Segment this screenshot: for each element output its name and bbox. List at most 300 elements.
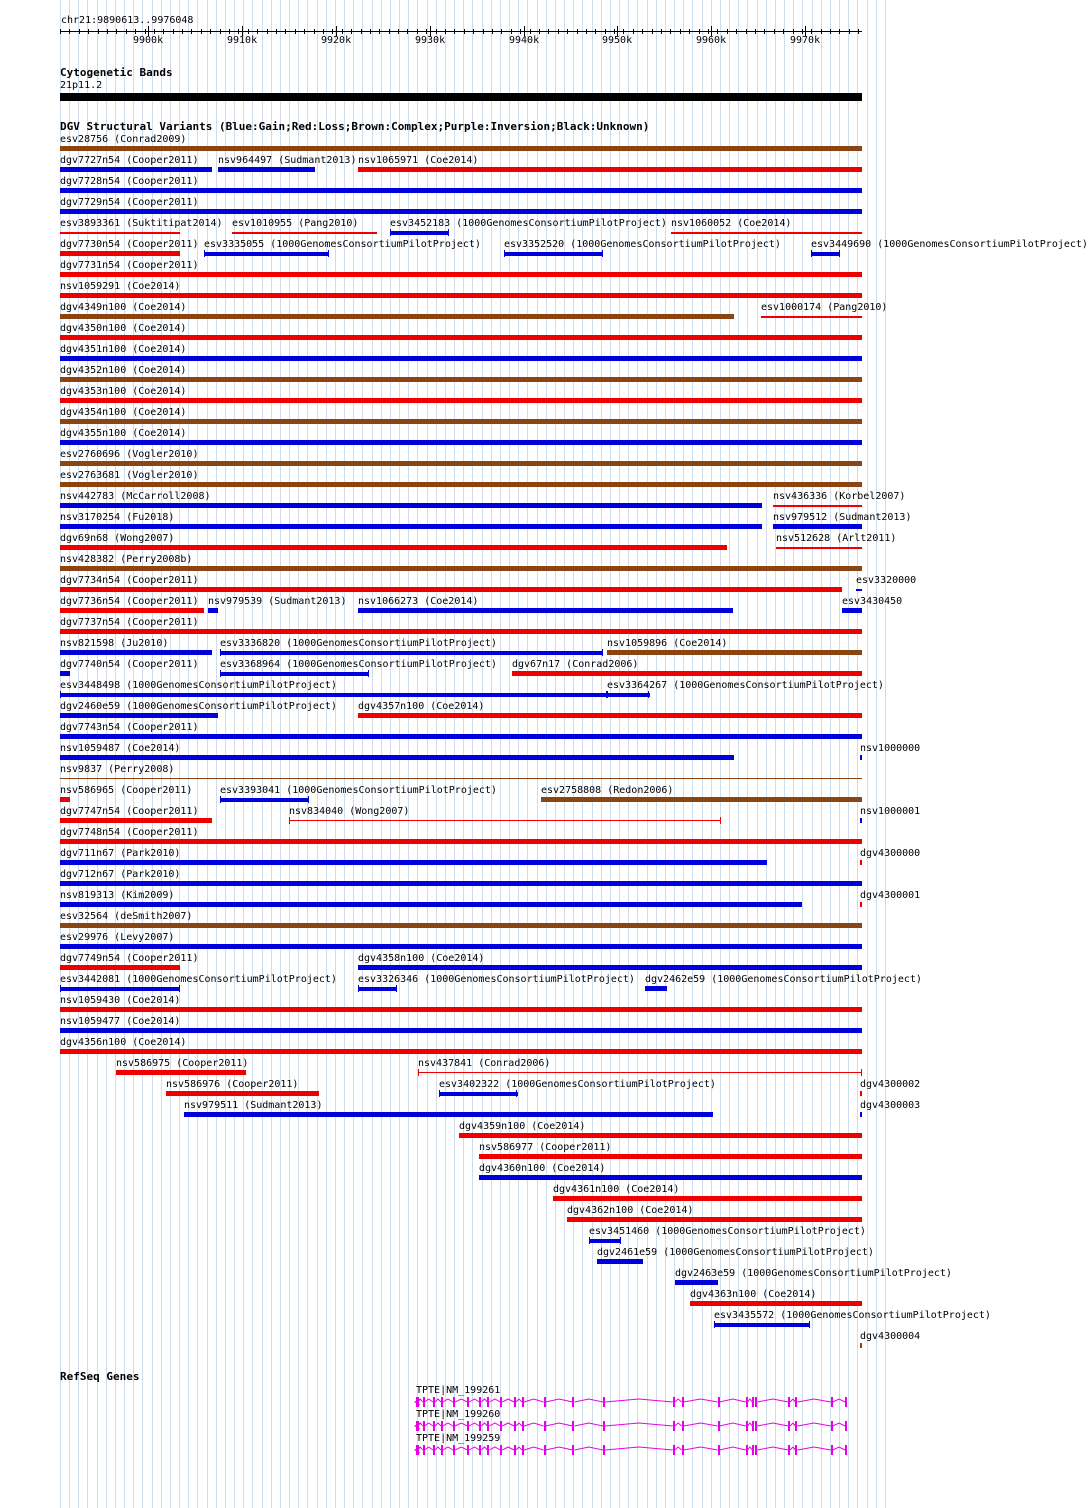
variant-label[interactable]: dgv4300002: [860, 1079, 921, 1090]
variant-label[interactable]: esv3430450: [842, 596, 903, 607]
variant-bar-gain[interactable]: [60, 693, 607, 697]
variant-bar-loss[interactable]: [60, 797, 70, 802]
variant-label[interactable]: dgv4360n100 (Coe2014): [479, 1163, 606, 1174]
variant-label[interactable]: esv3326346 (1000GenomesConsortiumPilotProject): [358, 974, 635, 985]
cytoband-bar[interactable]: [60, 93, 862, 101]
variant-label[interactable]: nsv586965 (Cooper2011): [60, 785, 193, 796]
variant-bar-complex[interactable]: [60, 314, 734, 319]
variant-end-cap: [648, 691, 649, 698]
variant-label[interactable]: dgv7740n54 (Cooper2011): [60, 659, 199, 670]
intron-line: [675, 1399, 682, 1402]
exon-block: [572, 1421, 574, 1431]
exon-block: [500, 1445, 502, 1455]
variant-end-cap: [504, 250, 505, 257]
variant-bar-gain[interactable]: [358, 608, 733, 613]
variant-bar-complex[interactable]: [60, 377, 862, 382]
variant-label[interactable]: dgv2461e59 (1000GenomesConsortiumPilotProject): [597, 1247, 874, 1258]
variant-bar-gain[interactable]: [842, 608, 862, 613]
intron-line: [605, 1447, 673, 1450]
variant-bar-gain[interactable]: [60, 356, 862, 361]
variant-bar-gain[interactable]: [773, 524, 862, 529]
variant-label[interactable]: dgv2462e59 (1000GenomesConsortiumPilotProject): [645, 974, 922, 985]
variant-bar-gain[interactable]: [60, 902, 802, 907]
variant-bar-loss[interactable]: [60, 293, 862, 298]
variant-label[interactable]: esv3402322 (1000GenomesConsortiumPilotProject): [439, 1079, 716, 1090]
exon-block: [682, 1421, 684, 1431]
variant-label[interactable]: dgv7734n54 (Cooper2011): [60, 575, 199, 586]
variant-bar-complex[interactable]: [60, 778, 862, 779]
variant-label[interactable]: dgv7737n54 (Cooper2011): [60, 617, 199, 628]
variant-bar-gain[interactable]: [60, 860, 767, 865]
exon-block: [831, 1421, 833, 1431]
variant-label[interactable]: nsv1065971 (Coe2014): [358, 155, 479, 166]
variant-bar-complex[interactable]: [607, 650, 862, 655]
variant-bar-gain[interactable]: [60, 503, 762, 508]
variant-label[interactable]: dgv4357n100 (Coe2014): [358, 701, 485, 712]
variant-label[interactable]: nsv586975 (Cooper2011): [116, 1058, 249, 1069]
variant-end-cap: [418, 1069, 419, 1076]
variant-bar-gain[interactable]: [60, 734, 862, 739]
variant-label[interactable]: dgv2463e59 (1000GenomesConsortiumPilotProject): [675, 1268, 952, 1279]
exon-block: [682, 1445, 684, 1455]
exon-block: [752, 1421, 754, 1431]
variant-label[interactable]: nsv1059430 (Coe2014): [60, 995, 181, 1006]
variant-bar-loss[interactable]: [553, 1196, 862, 1201]
variant-bar-loss[interactable]: [60, 335, 862, 340]
cytoband-label: 21p11.2: [60, 80, 103, 91]
exon-block: [752, 1397, 754, 1407]
variant-label[interactable]: nsv979512 (Sudmant2013): [773, 512, 912, 523]
intron-line: [502, 1399, 514, 1402]
variant-bar-gain[interactable]: [220, 798, 308, 802]
variant-label[interactable]: dgv4362n100 (Coe2014): [567, 1205, 694, 1216]
variant-label[interactable]: esv1010955 (Pang2010): [232, 218, 359, 229]
gene-model[interactable]: [0, 1395, 890, 1409]
intron-line: [833, 1423, 845, 1426]
variant-label[interactable]: esv2758808 (Redon2006): [541, 785, 674, 796]
variant-label[interactable]: esv3435572 (1000GenomesConsortiumPilotProject): [714, 1310, 991, 1321]
exon-block: [755, 1397, 757, 1407]
variant-bar-complex[interactable]: [60, 419, 862, 424]
variant-label[interactable]: nsv512628 (Arlt2011): [776, 533, 897, 544]
variant-bar-gain[interactable]: [860, 818, 862, 823]
variant-bar-loss[interactable]: [116, 1070, 246, 1075]
ruler-tick-label: 9930k: [415, 35, 446, 46]
variant-label[interactable]: dgv4353n100 (Coe2014): [60, 386, 187, 397]
variant-label[interactable]: dgv4351n100 (Coe2014): [60, 344, 187, 355]
variant-bar-gain[interactable]: [811, 252, 840, 256]
ruler-tick-label: 9970k: [790, 35, 821, 46]
exon-block: [441, 1421, 443, 1431]
variant-end-cap: [204, 250, 205, 257]
variant-bar-gain[interactable]: [220, 651, 603, 655]
variant-label[interactable]: dgv4354n100 (Coe2014): [60, 407, 187, 418]
variant-label[interactable]: nsv1060052 (Coe2014): [671, 218, 792, 229]
variant-label[interactable]: dgv4300000: [860, 848, 921, 859]
variant-label[interactable]: nsv819313 (Kim2009): [60, 890, 175, 901]
exon-block: [441, 1397, 443, 1407]
intron-line: [720, 1447, 746, 1450]
variant-bar-loss[interactable]: [776, 547, 862, 549]
variant-label[interactable]: dgv7727n54 (Cooper2011): [60, 155, 199, 166]
variant-label[interactable]: dgv4300001: [860, 890, 921, 901]
variant-label[interactable]: esv3448498 (1000GenomesConsortiumPilotProject): [60, 680, 337, 691]
variant-end-cap: [448, 229, 449, 236]
variant-label[interactable]: esv1000174 (Pang2010): [761, 302, 888, 313]
variant-label[interactable]: esv3336820 (1000GenomesConsortiumPilotProject): [220, 638, 497, 649]
variant-bar-complex[interactable]: [60, 461, 862, 466]
variant-bar-loss[interactable]: [60, 545, 727, 550]
intron-line: [524, 1423, 544, 1426]
intron-line: [425, 1423, 433, 1426]
variant-label[interactable]: dgv4361n100 (Coe2014): [553, 1184, 680, 1195]
variant-bar-loss[interactable]: [60, 629, 862, 634]
exon-block: [522, 1421, 524, 1431]
variant-label[interactable]: nsv586977 (Cooper2011): [479, 1142, 612, 1153]
variant-label[interactable]: nsv821598 (Ju2010): [60, 638, 169, 649]
variant-label[interactable]: nsv442783 (McCarroll2008): [60, 491, 211, 502]
variant-bar-loss[interactable]: [60, 232, 180, 234]
exon-block: [487, 1421, 489, 1431]
variant-end-cap: [179, 985, 180, 992]
variant-label[interactable]: nsv1066273 (Coe2014): [358, 596, 479, 607]
intron-line: [546, 1447, 573, 1450]
variant-bar-loss[interactable]: [60, 818, 212, 823]
intron-line: [443, 1423, 453, 1426]
intron-line: [455, 1423, 467, 1426]
variant-label[interactable]: esv3442081 (1000GenomesConsortiumPilotProject): [60, 974, 337, 985]
variant-end-cap: [308, 796, 309, 803]
variant-bar-loss[interactable]: [60, 251, 180, 256]
variant-label[interactable]: esv3449690 (1000GenomesConsortiumPilotProject): [811, 239, 1088, 250]
variant-bar-gain[interactable]: [675, 1280, 718, 1285]
intron-line: [546, 1399, 573, 1402]
variant-bar-gain[interactable]: [220, 672, 368, 676]
variant-bar-loss[interactable]: [232, 232, 377, 234]
variant-label[interactable]: nsv1059477 (Coe2014): [60, 1016, 181, 1027]
variant-bar-gain[interactable]: [504, 252, 603, 256]
exon-block: [795, 1421, 797, 1431]
variant-end-cap: [60, 691, 61, 698]
variant-bar-gain[interactable]: [479, 1175, 862, 1180]
intron-line: [720, 1423, 746, 1426]
variant-bar-loss[interactable]: [358, 713, 862, 718]
variant-bar-loss[interactable]: [773, 505, 862, 507]
variant-bar-loss[interactable]: [459, 1133, 862, 1138]
intron-line: [757, 1399, 788, 1402]
variant-bar-loss[interactable]: [60, 1049, 862, 1054]
coordinate-label: chr21:9890613..9976048: [61, 15, 194, 26]
variant-label[interactable]: dgv4356n100 (Coe2014): [60, 1037, 187, 1048]
intron-line: [435, 1447, 441, 1450]
variant-bar-gain[interactable]: [714, 1323, 810, 1327]
variant-bar-gain[interactable]: [204, 252, 328, 256]
intron-line: [790, 1423, 795, 1426]
exon-block: [544, 1421, 546, 1431]
variant-end-cap: [602, 250, 603, 257]
variant-end-cap: [839, 250, 840, 257]
dgv-track-title: DGV Structural Variants (Blue:Gain;Red:Loss;Brown:Complex;Purple:Inversion;Black:Unknown): [60, 120, 650, 133]
exon-block: [718, 1445, 720, 1455]
variant-bar-loss[interactable]: [358, 167, 862, 172]
variant-label[interactable]: dgv67n17 (Conrad2006): [512, 659, 639, 670]
variant-bar-gain[interactable]: [860, 755, 862, 760]
variant-bar-loss[interactable]: [690, 1301, 862, 1306]
variant-label[interactable]: nsv428382 (Perry2008b): [60, 554, 193, 565]
variant-label[interactable]: nsv979511 (Sudmant2013): [184, 1100, 323, 1111]
variant-label[interactable]: dgv7729n54 (Cooper2011): [60, 197, 199, 208]
gene-model[interactable]: [0, 1443, 890, 1457]
exon-block: [514, 1397, 516, 1407]
variant-bar-gain[interactable]: [60, 650, 212, 655]
variant-bar-gain[interactable]: [60, 524, 762, 529]
variant-label[interactable]: dgv4358n100 (Coe2014): [358, 953, 485, 964]
variant-bar-gain[interactable]: [60, 987, 180, 991]
variant-bar-loss[interactable]: [512, 671, 862, 676]
intron-line: [684, 1423, 718, 1426]
variant-bar-gain[interactable]: [358, 987, 396, 991]
variant-label[interactable]: esv2763681 (Vogler2010): [60, 470, 199, 481]
intron-line: [489, 1423, 500, 1426]
variant-label[interactable]: dgv712n67 (Park2010): [60, 869, 181, 880]
variant-label[interactable]: dgv4359n100 (Coe2014): [459, 1121, 586, 1132]
variant-bar-gain[interactable]: [218, 167, 315, 172]
variant-bar-gain[interactable]: [358, 965, 862, 970]
variant-bar-loss[interactable]: [289, 820, 721, 821]
exon-block: [603, 1397, 605, 1407]
variant-end-cap: [811, 250, 812, 257]
variant-end-cap: [328, 250, 329, 257]
exon-block: [453, 1397, 455, 1407]
variant-end-cap: [602, 649, 603, 656]
variant-end-cap: [396, 985, 397, 992]
variant-bar-complex[interactable]: [541, 797, 862, 802]
exon-block: [788, 1445, 790, 1455]
variant-bar-loss[interactable]: [60, 608, 204, 613]
gene-label[interactable]: TPTE|NM_199261: [416, 1385, 501, 1396]
variant-bar-gain[interactable]: [60, 1028, 862, 1033]
variant-bar-complex[interactable]: [60, 146, 862, 151]
variant-end-cap: [720, 817, 721, 824]
variant-label[interactable]: dgv7731n54 (Cooper2011): [60, 260, 199, 271]
variant-label[interactable]: dgv4352n100 (Coe2014): [60, 365, 187, 376]
variant-bar-gain[interactable]: [856, 589, 862, 591]
intron-line: [425, 1447, 433, 1450]
variant-label[interactable]: dgv4300003: [860, 1100, 921, 1111]
variant-label[interactable]: nsv1000001: [860, 806, 921, 817]
variant-bar-gain[interactable]: [439, 1092, 518, 1096]
intron-line: [684, 1399, 718, 1402]
variant-label[interactable]: esv28756 (Conrad2009): [60, 134, 187, 145]
variant-end-cap: [220, 649, 221, 656]
variant-bar-loss[interactable]: [60, 839, 862, 844]
variant-label[interactable]: nsv979539 (Sudmant2013): [208, 596, 347, 607]
variant-bar-complex[interactable]: [60, 923, 862, 928]
variant-label[interactable]: dgv7736n54 (Cooper2011): [60, 596, 199, 607]
variant-label[interactable]: dgv4355n100 (Coe2014): [60, 428, 187, 439]
variant-label[interactable]: nsv586976 (Cooper2011): [166, 1079, 299, 1090]
variant-bar-gain[interactable]: [60, 188, 862, 193]
variant-bar-loss[interactable]: [60, 272, 862, 277]
exon-block: [845, 1445, 847, 1455]
ruler-tick-label: 9960k: [696, 35, 727, 46]
ruler-tick-label: 9900k: [133, 35, 164, 46]
intron-line: [797, 1423, 830, 1426]
variant-label[interactable]: nsv1059291 (Coe2014): [60, 281, 181, 292]
variant-bar-loss[interactable]: [166, 1091, 319, 1096]
variant-label[interactable]: dgv2460e59 (1000GenomesConsortiumPilotProject): [60, 701, 337, 712]
gene-label[interactable]: TPTE|NM_199260: [416, 1409, 501, 1420]
variant-label[interactable]: dgv4300004: [860, 1331, 921, 1342]
variant-label[interactable]: nsv437841 (Conrad2006): [418, 1058, 551, 1069]
exon-block: [845, 1421, 847, 1431]
variant-bar-complex[interactable]: [60, 482, 862, 487]
gene-label[interactable]: TPTE|NM_199259: [416, 1433, 501, 1444]
variant-label[interactable]: dgv69n68 (Wong2007): [60, 533, 175, 544]
variant-bar-gain[interactable]: [60, 167, 212, 172]
variant-bar-gain[interactable]: [60, 713, 218, 718]
variant-bar-loss[interactable]: [567, 1217, 862, 1222]
variant-bar-gain[interactable]: [390, 231, 449, 235]
variant-label[interactable]: esv3451460 (1000GenomesConsortiumPilotProject): [589, 1226, 866, 1237]
variant-label[interactable]: esv3335055 (1000GenomesConsortiumPilotProject): [204, 239, 481, 250]
intron-line: [546, 1423, 573, 1426]
variant-label[interactable]: esv2760696 (Vogler2010): [60, 449, 199, 460]
variant-label[interactable]: nsv964497 (Sudmant2013): [218, 155, 357, 166]
variant-bar-complex[interactable]: [60, 566, 862, 571]
variant-bar-gain[interactable]: [60, 671, 70, 676]
variant-bar-gain[interactable]: [589, 1239, 621, 1243]
intron-line: [469, 1423, 479, 1426]
intron-line: [524, 1399, 544, 1402]
variant-bar-gain[interactable]: [60, 944, 862, 949]
variant-label[interactable]: nsv9837 (Perry2008): [60, 764, 175, 775]
variant-bar-complex[interactable]: [860, 1343, 862, 1348]
variant-label[interactable]: dgv711n67 (Park2010): [60, 848, 181, 859]
variant-end-cap: [358, 985, 359, 992]
variant-bar-loss[interactable]: [860, 902, 862, 907]
intron-line: [675, 1447, 682, 1450]
exon-block: [831, 1445, 833, 1455]
variant-bar-loss[interactable]: [671, 232, 862, 234]
exon-block: [479, 1421, 481, 1431]
variant-label[interactable]: nsv3170254 (Fu2018): [60, 512, 175, 523]
variant-label[interactable]: esv3352520 (1000GenomesConsortiumPilotProject): [504, 239, 781, 250]
variant-bar-loss[interactable]: [60, 1007, 862, 1012]
variant-label[interactable]: dgv7728n54 (Cooper2011): [60, 176, 199, 187]
variant-label[interactable]: dgv4349n100 (Coe2014): [60, 302, 187, 313]
exon-block: [416, 1421, 419, 1431]
intron-line: [469, 1447, 479, 1450]
exon-block: [479, 1445, 481, 1455]
intron-line: [516, 1423, 522, 1426]
intron-line: [574, 1399, 602, 1402]
variant-label[interactable]: nsv1059896 (Coe2014): [607, 638, 728, 649]
exon-block: [500, 1397, 502, 1407]
variant-bar-gain[interactable]: [60, 881, 862, 886]
exon-block: [500, 1421, 502, 1431]
exon-block: [831, 1397, 833, 1407]
intron-line: [469, 1399, 479, 1402]
variant-bar-gain[interactable]: [860, 1112, 862, 1117]
variant-bar-gain[interactable]: [645, 986, 667, 991]
intron-line: [481, 1447, 487, 1450]
variant-bar-gain[interactable]: [60, 440, 862, 445]
variant-end-cap: [714, 1321, 715, 1328]
variant-label[interactable]: esv3893361 (Suktitipat2014): [60, 218, 223, 229]
variant-bar-loss[interactable]: [418, 1072, 862, 1073]
intron-line: [684, 1447, 718, 1450]
exon-block: [433, 1445, 435, 1455]
exon-block: [718, 1421, 720, 1431]
variant-bar-loss[interactable]: [60, 398, 862, 403]
variant-label[interactable]: dgv7730n54 (Cooper2011): [60, 239, 199, 250]
exon-block: [755, 1421, 757, 1431]
variant-label[interactable]: nsv436336 (Korbel2007): [773, 491, 906, 502]
variant-label[interactable]: esv3364267 (1000GenomesConsortiumPilotProject): [607, 680, 884, 691]
variant-label[interactable]: esv3320000: [856, 575, 917, 586]
variant-bar-loss[interactable]: [60, 965, 180, 970]
intron-line: [757, 1423, 788, 1426]
exon-block: [423, 1397, 425, 1407]
variant-end-cap: [390, 229, 391, 236]
variant-label[interactable]: esv29976 (Levy2007): [60, 932, 175, 943]
exon-block: [479, 1397, 481, 1407]
variant-label[interactable]: dgv7749n54 (Cooper2011): [60, 953, 199, 964]
exon-block: [453, 1421, 455, 1431]
variant-bar-loss[interactable]: [761, 316, 862, 318]
exon-block: [467, 1445, 469, 1455]
variant-end-cap: [589, 1237, 590, 1244]
variant-label[interactable]: dgv7748n54 (Cooper2011): [60, 827, 199, 838]
cytoband-track-title: Cytogenetic Bands: [60, 66, 173, 79]
variant-bar-loss[interactable]: [860, 1091, 862, 1096]
variant-bar-gain[interactable]: [60, 209, 862, 214]
exon-block: [718, 1397, 720, 1407]
variant-label[interactable]: nsv834040 (Wong2007): [289, 806, 410, 817]
variant-label[interactable]: nsv1059487 (Coe2014): [60, 743, 181, 754]
exon-block: [423, 1421, 425, 1431]
exon-block: [423, 1445, 425, 1455]
variant-label[interactable]: esv3368964 (1000GenomesConsortiumPilotProject): [220, 659, 497, 670]
exon-block: [795, 1397, 797, 1407]
variant-label[interactable]: dgv7743n54 (Cooper2011): [60, 722, 199, 733]
variant-bar-gain[interactable]: [208, 608, 218, 613]
exon-block: [522, 1445, 524, 1455]
exon-block: [487, 1445, 489, 1455]
variant-label[interactable]: esv3452183 (1000GenomesConsortiumPilotProject): [390, 218, 667, 229]
variant-end-cap: [607, 691, 608, 698]
variant-label[interactable]: esv32564 (deSmith2007): [60, 911, 193, 922]
position-ruler[interactable]: [0, 0, 890, 60]
gene-model[interactable]: [0, 1419, 890, 1433]
variant-bar-gain[interactable]: [597, 1259, 643, 1264]
exon-block: [788, 1421, 790, 1431]
variant-bar-gain[interactable]: [60, 755, 734, 760]
variant-bar-gain[interactable]: [184, 1112, 713, 1117]
variant-bar-gain[interactable]: [607, 693, 650, 697]
variant-bar-loss[interactable]: [60, 587, 842, 592]
variant-bar-loss[interactable]: [860, 860, 862, 865]
variant-bar-loss[interactable]: [479, 1154, 862, 1159]
variant-label[interactable]: dgv4363n100 (Coe2014): [690, 1289, 817, 1300]
variant-end-cap: [439, 1090, 440, 1097]
variant-label[interactable]: nsv1000000: [860, 743, 921, 754]
variant-label[interactable]: esv3393041 (1000GenomesConsortiumPilotProject): [220, 785, 497, 796]
intron-line: [481, 1399, 487, 1402]
variant-label[interactable]: dgv7747n54 (Cooper2011): [60, 806, 199, 817]
variant-label[interactable]: dgv4350n100 (Coe2014): [60, 323, 187, 334]
